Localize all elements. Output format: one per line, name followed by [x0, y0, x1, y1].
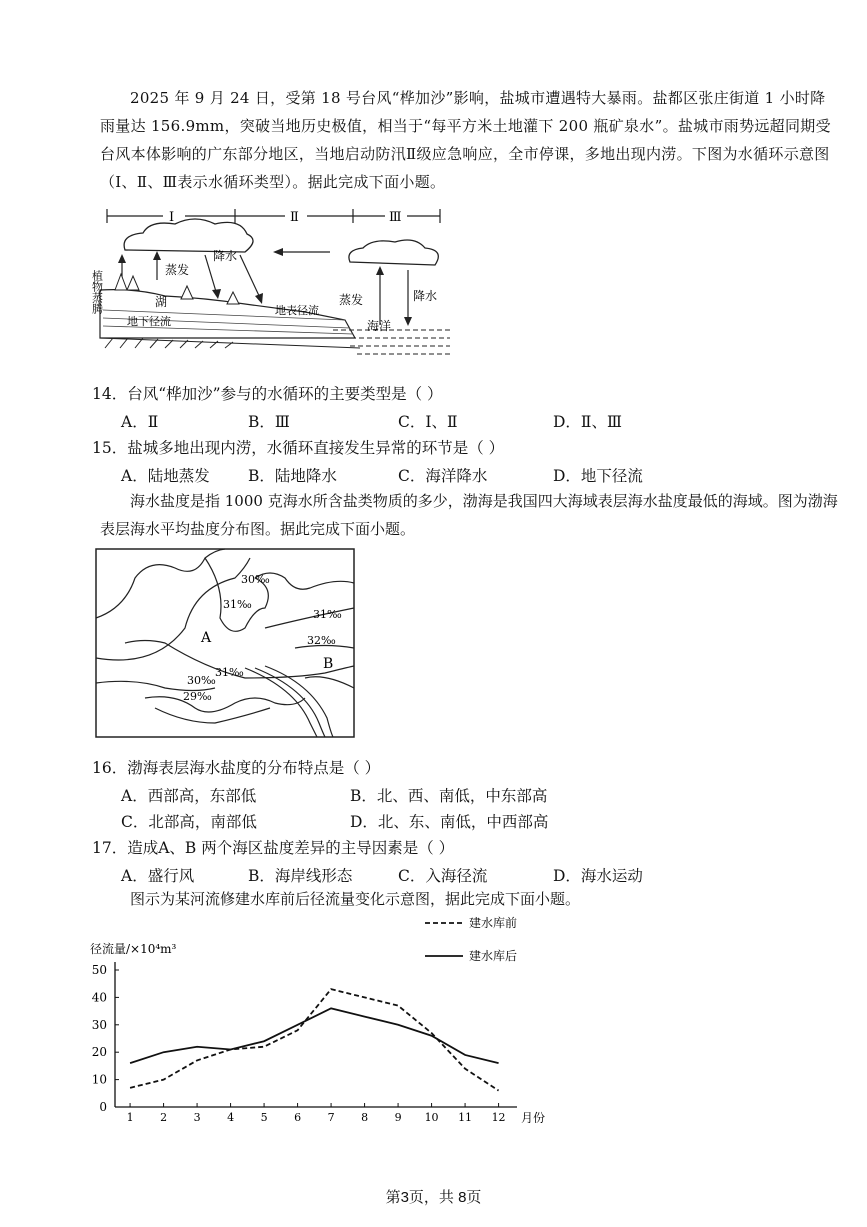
- x-tick-label: 9: [394, 1111, 402, 1124]
- y-tick-label: 40: [91, 990, 107, 1005]
- q14-option-a[interactable]: A．Ⅱ: [121, 413, 159, 431]
- water-cycle-diagram: [90, 200, 455, 358]
- q17-option-b[interactable]: B．海岸线形态: [248, 867, 353, 885]
- legend-label: 建水库前: [469, 916, 518, 930]
- q14-option-c[interactable]: C．Ⅰ、Ⅱ: [398, 413, 458, 431]
- label-lake: 湖: [155, 295, 168, 309]
- x-tick-label: 12: [491, 1111, 506, 1124]
- y-tick-label: 20: [91, 1045, 107, 1060]
- y-tick-label: 10: [91, 1072, 107, 1087]
- series-after-reservoir: [130, 1008, 499, 1063]
- region-b-label: B: [323, 656, 334, 672]
- label-evap-sea: 蒸发: [339, 293, 364, 307]
- label-groundwater: 地下径流: [127, 315, 171, 328]
- x-tick-label: 5: [260, 1111, 268, 1124]
- x-tick-label: 1: [126, 1111, 134, 1124]
- cycle-label-ii: Ⅱ: [290, 210, 299, 225]
- question-14-stem: 14．台风“桦加沙”参与的水循环的主要类型是（ ）: [92, 385, 443, 403]
- isoline-label-31-east: 31‰: [313, 608, 342, 621]
- chart-x-axis-label: 月份: [521, 1111, 546, 1125]
- y-tick-label: 30: [91, 1017, 107, 1032]
- question-15-stem: 15．盐城多地出现内涝，水循环直接发生异常的环节是（ ）: [92, 439, 505, 457]
- passage-reservoir: 图示为某河流修建水库前后径流量变化示意图，据此完成下面小题。: [130, 890, 581, 908]
- isoline-label-30-south: 30‰: [187, 674, 216, 687]
- runoff-line-chart: [85, 915, 545, 1130]
- q15-option-b[interactable]: B．陆地降水: [248, 467, 337, 485]
- isoline-label-31-south: 31‰: [215, 666, 244, 679]
- label-evap-land: 蒸发: [165, 263, 190, 277]
- q16-option-c[interactable]: C．北部高，南部低: [121, 813, 257, 831]
- passage-salinity: 海水盐度是指 1000 克海水所含盐类物质的多少，渤海是我国四大海域表层海水盐度最低的海域。图为渤海表层海水平均盐度分布图。据此完成下面小题。: [100, 492, 838, 538]
- label-precip-land: 降水: [213, 249, 238, 263]
- x-tick-label: 6: [294, 1111, 302, 1124]
- isoline-label-31-north: 31‰: [223, 598, 252, 611]
- q16-option-b[interactable]: B．北、西、南低，中东部高: [350, 787, 548, 805]
- label-surface-runoff: 地表径流: [275, 304, 319, 317]
- y-tick-label: 0: [99, 1100, 107, 1114]
- x-tick-label: 11: [458, 1111, 473, 1124]
- q14-option-d[interactable]: D．Ⅱ、Ⅲ: [553, 413, 622, 431]
- q15-option-d[interactable]: D．地下径流: [553, 467, 643, 485]
- passage-typhoon: 2025 年 9 月 24 日，受第 18 号台风“桦加沙”影响，盐城市遭遇特大暴雨。盐都区张庄街道 1 小时降雨量达 156.9mm，突破当地历史极值，相当于“每平方米土地灌下 200 瓶矿泉水”。盐城市雨势远超同期受台风本体影响的广东部分地区，当地启动防汛Ⅱ级应急响应，全市停课，多地出现内涝。下图为水循环示意图（Ⅰ、Ⅱ、Ⅲ表示水循环类型）。据此完成下面小题。: [100, 89, 831, 191]
- isoline-label-32: 32‰: [307, 634, 336, 647]
- q17-option-a[interactable]: A．盛行风: [121, 867, 195, 885]
- label-precip-sea: 降水: [413, 289, 438, 303]
- q14-option-b[interactable]: B．Ⅲ: [248, 413, 290, 431]
- bohai-salinity-map: [95, 548, 355, 738]
- y-tick-label: 50: [91, 963, 107, 977]
- q15-option-a[interactable]: A．陆地蒸发: [121, 467, 210, 485]
- chart-y-axis-label: 径流量/×10⁴m³: [90, 942, 177, 956]
- page-footer: 第3页，共 8页: [385, 1189, 482, 1206]
- region-a-label: A: [201, 630, 212, 646]
- q17-option-d[interactable]: D．海水运动: [553, 867, 643, 885]
- label-ocean: 海洋: [367, 319, 392, 333]
- q16-option-a[interactable]: A．西部高，东部低: [121, 787, 257, 805]
- question-16-stem: 16．渤海表层海水盐度的分布特点是（ ）: [92, 759, 381, 777]
- x-tick-label: 7: [327, 1111, 335, 1124]
- isoline-label-29: 29‰: [183, 690, 212, 703]
- series-before-reservoir: [130, 989, 499, 1090]
- x-tick-label: 2: [160, 1111, 168, 1124]
- q16-option-d[interactable]: D．北、东、南低，中西部高: [350, 813, 549, 831]
- isoline-label-30-north: 30‰: [241, 573, 270, 586]
- x-tick-label: 8: [361, 1111, 369, 1124]
- x-tick-label: 3: [193, 1111, 201, 1124]
- x-tick-label: 10: [424, 1111, 439, 1124]
- q17-option-c[interactable]: C．入海径流: [398, 867, 488, 885]
- label-plant-transpiration: 植物蒸腾: [90, 270, 104, 314]
- x-tick-label: 4: [227, 1111, 235, 1124]
- cycle-label-iii: Ⅲ: [389, 210, 402, 225]
- legend-label: 建水库后: [469, 949, 518, 963]
- question-17-stem: 17．造成A、B 两个海区盐度差异的主导因素是（ ）: [92, 839, 455, 857]
- q15-option-c[interactable]: C．海洋降水: [398, 467, 488, 485]
- cycle-label-i: Ⅰ: [169, 210, 175, 225]
